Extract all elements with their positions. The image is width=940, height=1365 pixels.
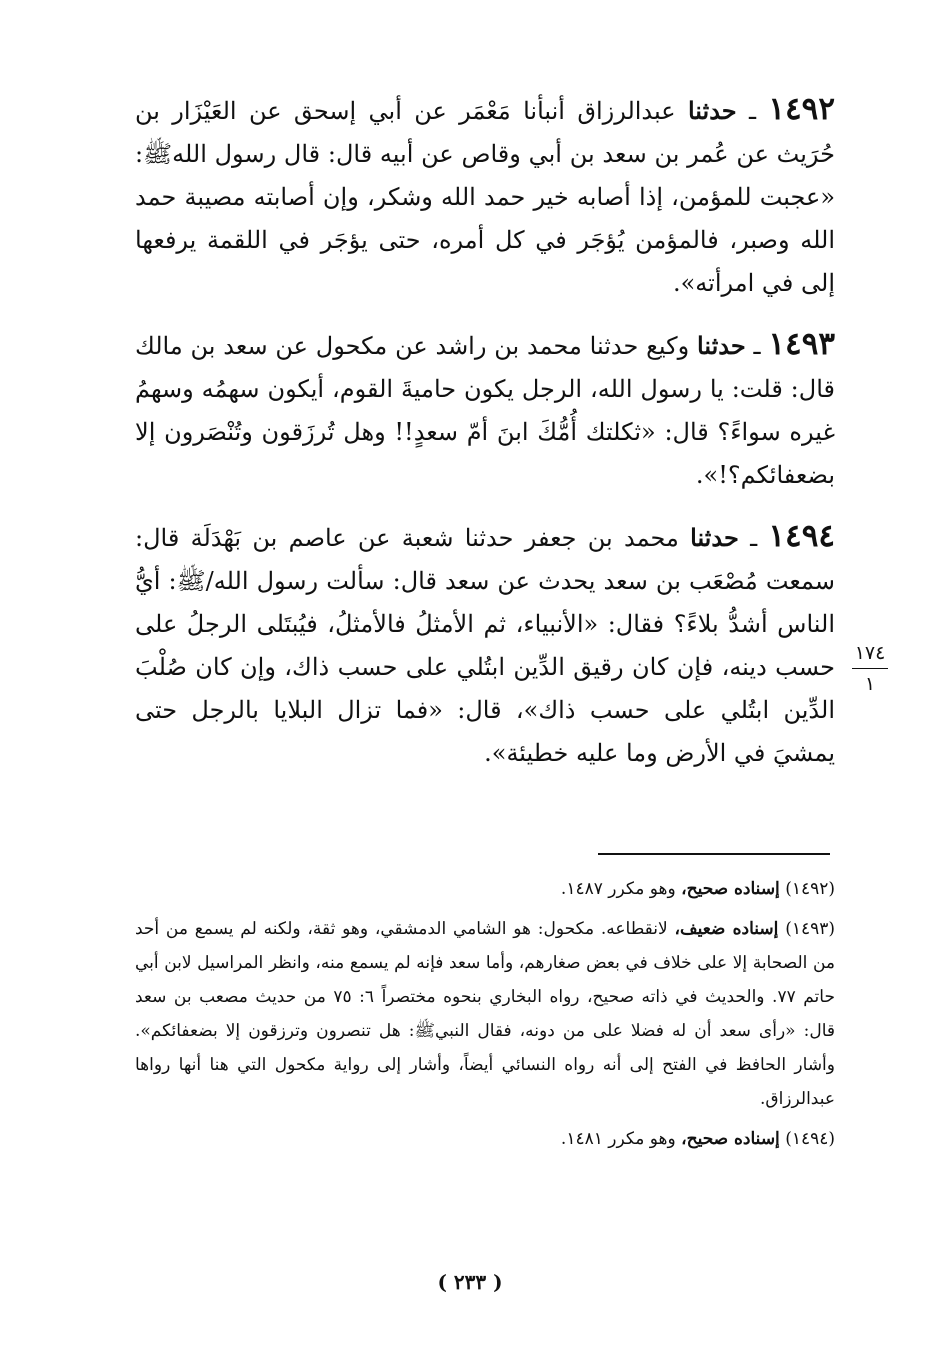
margin-ref-bottom: ١: [864, 673, 876, 695]
hadith-text: وكيع حدثنا محمد بن راشد عن مكحول عن سعد بن مالك قال: قلت: يا رسول الله، الرجل يكون حاميةَ القوم، أيكون سهمُه وسهمُ غيره سواءً؟ قال: «ثكلتك أُمُّكَ ابنَ أمّ سعدٍ!! وهل تُرزَقون وتُنْصَرون إلا بضعفائكم؟!».: [135, 332, 835, 489]
hadith-keyword: حدثنا: [697, 331, 746, 360]
footnote-1494: [135, 1122, 835, 1156]
hadith-1494: [135, 515, 835, 775]
footnote-1493: [135, 912, 835, 1116]
footnote-grade: إسناده صحيح،: [681, 1129, 780, 1149]
footnote-divider: [598, 853, 830, 855]
footnote-text: لانقطاعه. مكحول: هو الشامي الدمشقي، وهو ثقة، ولكنه لم يسمع من أحد من الصحابة إلا على خلاف في بعض صغارهم، وأما سعد فإنه لم يسمع منه، وانظر المراسيل لابن أبي حاتم ٧٧. والحديث في ذاته صحيح، رواه البخاري بنحوه مختصراً ٦: ٧٥ من حديث مصعب بن سعد قال: «رأى سعد أن له فضلا على من دونه، فقال النبيﷺ: هل تنصرون وترزقون إلا بضعفائكم». وأشار الحافظ في الفتح إلى أنه رواه النسائي أيضاً، وأشار إلى رواية مكحول التي هنا أنها رواها عبدالرزاق.: [135, 919, 835, 1109]
footnote-ref: (١٤٩٤): [785, 1129, 835, 1149]
margin-ref-top: ١٧٤: [852, 640, 888, 669]
footnote-grade: إسناده ضعيف،: [674, 919, 779, 939]
footnotes: [135, 872, 835, 1162]
footnote-ref: (١٤٩٢): [785, 879, 835, 899]
dash: ـ: [745, 332, 761, 360]
hadith-1493: [135, 323, 835, 497]
page-number: ( ٢٣٣ ): [437, 1270, 503, 1294]
hadith-number: ١٤٩٤: [768, 518, 835, 554]
hadith-1492: [135, 88, 835, 305]
hadith-keyword: حدثنا: [687, 96, 737, 125]
hadith-number: ١٤٩٣: [768, 326, 835, 362]
dash: ـ: [736, 97, 757, 125]
margin-volume-reference: [852, 640, 888, 697]
hadith-keyword: حدثنا: [690, 523, 739, 552]
footnote-ref: (١٤٩٣): [785, 919, 835, 939]
dash: ـ: [738, 524, 758, 552]
hadith-text: عبدالرزاق أنبأنا مَعْمَر عن أبي إسحق عن العَيْزَار بن حُرَيث عن عُمر بن سعد بن أبي وقاص عن أبيه قال: قال رسول اللهﷺ: «عجبت للمؤمن، إذا أصابه خير حمد الله وشكر، وإن أصابته مصيبة حمد الله وصبر، فالمؤمن يُؤجَر في كل أمره، حتى يؤجَر في اللقمة يرفعها إلى في امرأته».: [135, 97, 835, 297]
hadith-body: [135, 88, 835, 793]
footnote-grade: إسناده صحيح،: [681, 879, 780, 899]
hadith-number: ١٤٩٢: [768, 91, 835, 127]
footnote-text: وهو مكرر ١٤٨٧.: [560, 879, 676, 899]
footnote-text: وهو مكرر ١٤٨١.: [560, 1129, 676, 1149]
footnote-1492: [135, 872, 835, 906]
hadith-text: محمد بن جعفر حدثنا شعبة عن عاصم بن بَهْدَلَة قال: سمعت مُصْعَب بن سعد يحدث عن سعد قال: سألت رسول الله/ﷺ: أيُّ الناس أشدُّ بلاءً؟ فقال: «الأنبياء، ثم الأمثلُ فالأمثلُ، فيُبتَلى الرجلُ على حسب دينه، فإن كان رقيق الدِّين ابتُلي على حسب ذاك، وإن كان صُلْبَ الدِّين ابتُلي على حسب ذاك»، قال: «فما تزال البلايا بالرجل حتى يمشيَ في الأرض وما عليه خطيئة».: [135, 524, 835, 767]
